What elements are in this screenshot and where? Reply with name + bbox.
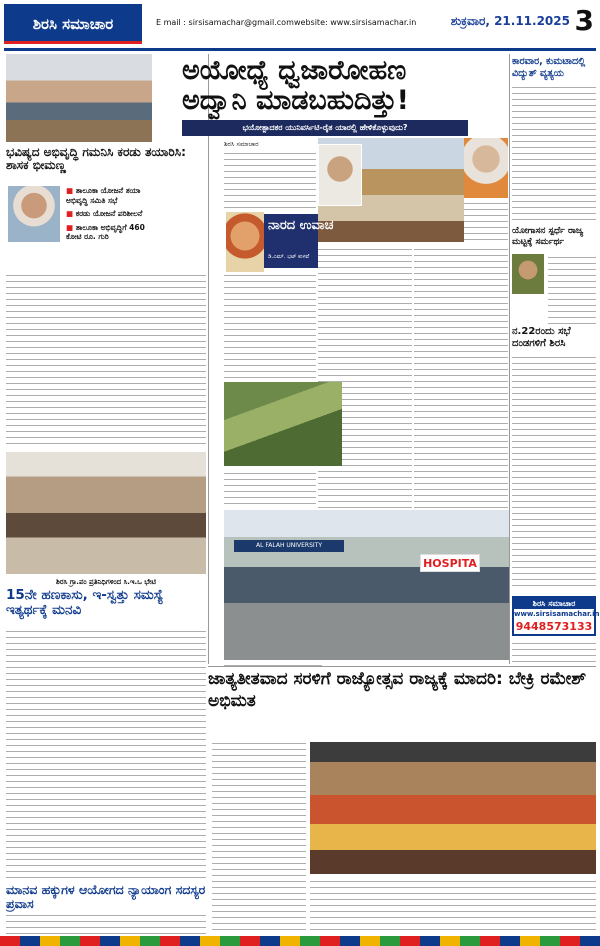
masthead [4,4,596,48]
lower-headline[interactable]: ಜಾತ್ಯತೀತವಾದ ಸರಳಿಗೆ ರಾಜ್ಯೋತ್ಸವ ರಾಜ್ಯಕ್ಕೆ ಮಾದರಿ: ಬೇಕ್ರಿ ರಮೇಶ್ ಅಭಿಮತ [208,669,587,711]
narada-figure [226,212,264,272]
bullet-item: ■ ಕರಡು ಯೋಜನೆ ಪರಿಶೀಲನೆ [66,209,148,219]
email-address[interactable]: E mail : sirsisamachar@gmail.com [156,18,294,27]
newspaper-logo[interactable]: ಶಿರಸಿ ಸಮಾಚಾರ [4,4,142,44]
left-headline-3[interactable]: ಮಾನವ ಹಕ್ಕುಗಳ ಆಯೋಗದ ನ್ಯಾಯಾಂಗ ಸದಸ್ಯರ ಪ್ರವಾಸ [6,882,206,911]
section-divider [208,666,596,667]
article-body-text [224,272,316,380]
left-headline-2[interactable]: 15ನೇ ಹಣಕಾಸು, ಇ-ಸ್ವತ್ತು ಸಮಸ್ಯೆ ಇತ್ಯರ್ಥಕ್ಕೆ ಮನವಿ [6,587,164,619]
right-headline-3[interactable]: ನ.22ರಂದು ಸಭೆ ದಂಡಗಳಿಗೆ ಶಿರಸಿ [512,326,571,349]
rajyotsava-photo [310,742,596,874]
bullet-list [66,186,148,246]
column-byline: ಡಿ.ಎಮ್. ಭಟ್ ಕುಳವೆ [268,254,310,260]
meeting-photo [6,54,152,142]
column-title: ನಾರದ ಉವಾಚ [268,218,334,233]
article-body-text [6,272,206,448]
article-body-text [6,628,206,878]
article-body-text [548,254,596,324]
footer-color-strip [0,936,600,946]
article-body-text [414,246,508,508]
article-body-text [464,200,508,240]
article-body-text [512,354,596,590]
publication-date: ಶುಕ್ರವಾರ, 21.11.2025 [450,14,570,28]
article-body-text [224,150,316,210]
website-address[interactable]: website: www.sirsisamachar.in [294,18,417,27]
column-divider [509,54,510,664]
mla-portrait [8,186,60,242]
ad-website[interactable]: www.sirsisamachar.in [514,610,600,618]
bullet-item: ■ ತಾಲೂಕಾ ಅಭಿವೃದ್ಧಿಗೆ 460 ಕೋಟಿ ರೂ. ಗುರಿ [66,223,148,242]
right-headline-2[interactable]: ಯೋಗಾಸನ ಸ್ಪರ್ಧೆ ರಾಜ್ಯ ಮಟ್ಟಕ್ಕೆ ಸರ್ಮರ್ಥ [512,226,584,247]
left-headline-1[interactable]: ಭವಿಷ್ಯದ ಅಭಿವೃದ್ಧಿ ಗಮನಿಸಿ ಕರಡು ತಯಾರಿಸಿ: ಶಾಸಕ ಭೀಮಣ್ಣ [6,145,186,173]
ad-title: ಶಿರಸಿ ಸಮಾಚಾರ [514,598,594,609]
university-sign: AL FALAH UNIVERSITY [234,540,344,552]
masthead-rule [4,48,596,51]
delegation-photo [6,452,206,574]
column-divider [208,54,209,664]
modi-photo [464,138,508,198]
photo-caption: ಶಿರಸಿ ಗ್ರಾ.ಪಂ ಪ್ರತಿನಿಧಿಗಳಿಂದ ಸಿ.ಇ.ಒ ಭೇಟಿ [56,578,156,586]
university-gate-photo [224,510,510,660]
article-body-text [212,740,306,934]
article-body-text [224,470,316,508]
ad-phone[interactable]: 9448573133 [515,620,593,633]
article-body-text [318,246,412,508]
hospital-sign: HOSPITA [420,554,480,572]
right-headline-1[interactable]: ಕಾರವಾರ, ಕುಮಟಾದಲ್ಲಿ ವಿದ್ಯುತ್ ವ್ಯತ್ಯಯ [512,56,586,79]
subheadline: ಭಯೋತ್ಪಾದಕರ ಯುನಿವರ್ಸಿಟಿ-ರೈತ ಯಾರಲ್ಲಿ ಹೇಳಿಕೊಳ್ಳುವುದು? [182,120,468,136]
bullet-item: ■ ತಾಲೂಕಾ ಯೋಜನೆ ತಯಾ ಅಭಿವೃದ್ಧಿ ಸಮಿತಿ ಸಭೆ [66,186,148,205]
garden-photo [224,382,342,466]
article-body-text [310,878,596,934]
article-body-text [512,640,596,664]
page-number: 3 [574,4,594,37]
main-headline[interactable]: ಅಯೋಧ್ಯೆ ಧ್ವಜಾರೋಹಣ ಅದ್ವಾನಿ ಮಾಡಬಹುದಿತ್ತು! [182,55,409,116]
byline: ಶಿರಸಿ ಸಮಾಚಾರ [224,140,259,148]
article-body-text [512,84,596,222]
inset-portrait [318,144,362,206]
student-photo [512,254,544,294]
article-body-text [6,912,206,934]
